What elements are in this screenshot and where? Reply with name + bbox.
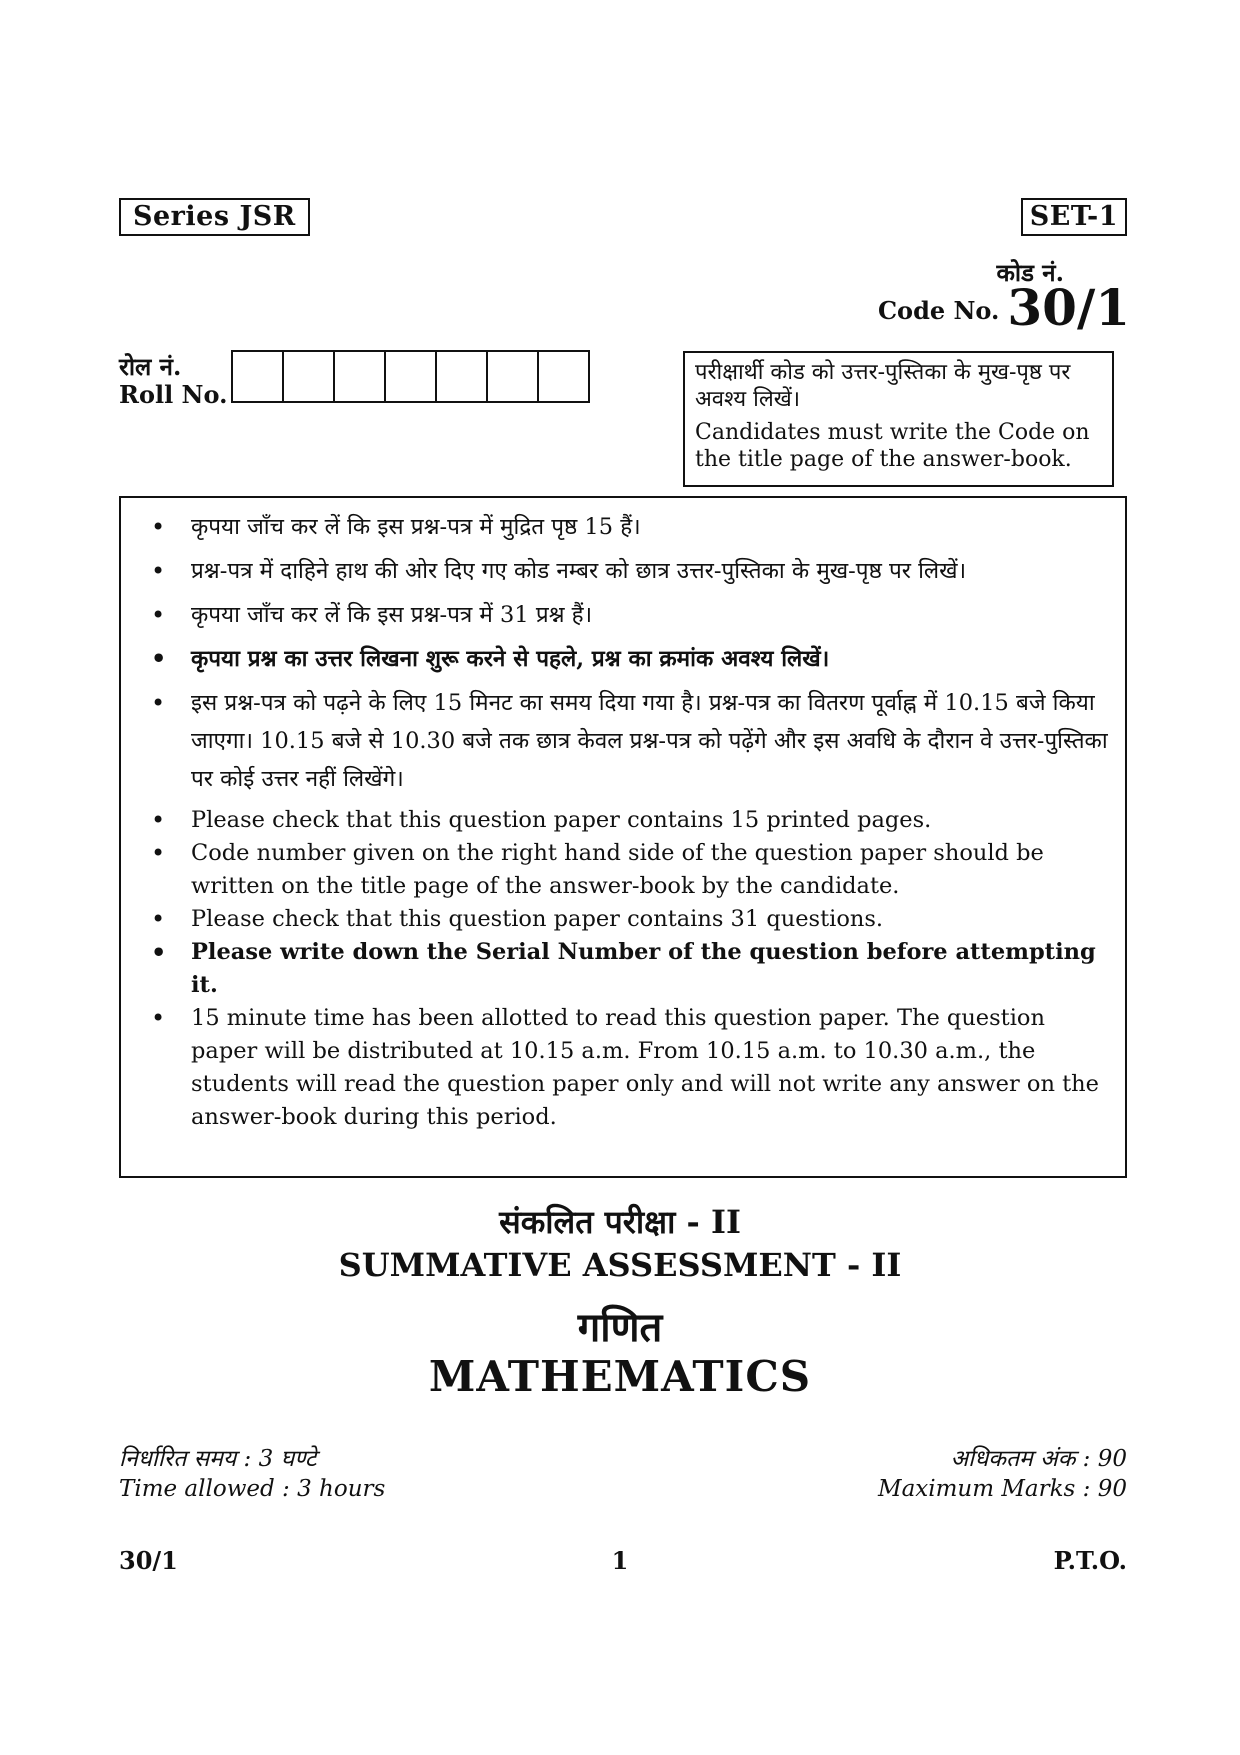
bullet-icon: • (151, 601, 166, 629)
instruction-text-english: Please check that this question paper contains 31 questions. (191, 906, 884, 932)
instruction-item (135, 684, 1111, 798)
roll-digit-box[interactable] (437, 350, 488, 403)
code-label-english: Code No. (877, 296, 1000, 325)
notice-hindi: परीक्षार्थी कोड को उत्तर-पुस्तिका के मुख-पृष्ठ पर अवश्य लिखें। (695, 360, 1071, 412)
instruction-text-hindi: इस प्रश्न-पत्र को पढ़ने के लिए 15 मिनट का समय दिया गया है। प्रश्न-पत्र का वितरण पूर्वाह्न में 10.15 बजे किया जाएगा। 10.15 बजे से 10.30 बजे तक छात्र केवल प्रश्न-पत्र को पढ़ेंगे और इस अवधि के दौरान वे उत्तर-पुस्तिका पर कोई उत्तर नहीं लिखेंगे। (191, 690, 1108, 792)
bullet-icon: • (151, 806, 166, 834)
bullet-icon: • (151, 513, 166, 541)
instruction-item (135, 804, 1111, 837)
assessment-title-english: SUMMATIVE ASSESSMENT - II (338, 1246, 902, 1284)
roll-label-english: Roll No. (119, 380, 228, 409)
time-allowed-english: Time allowed : 3 hours (119, 1476, 386, 1502)
bullet-icon: • (151, 644, 167, 673)
code-number-block (878, 278, 1130, 337)
assessment-title-hindi: संकलित परीक्षा - II (499, 1203, 741, 1241)
roll-number-boxes[interactable] (231, 350, 590, 403)
candidate-notice-box (683, 351, 1114, 487)
subject-title-english: MATHEMATICS (428, 1352, 812, 1401)
instruction-item (135, 596, 1111, 634)
pto-label: P.T.O. (1053, 1546, 1127, 1575)
instruction-item (135, 837, 1111, 903)
instruction-text-english: Code number given on the right hand side of the question paper should be written on the title page of the answer-book by the candidate. (191, 840, 1044, 899)
bullet-icon: • (151, 557, 166, 585)
set-label: SET-1 (1021, 198, 1127, 236)
instruction-text-hindi: कृपया प्रश्न का उत्तर लिखना शुरू करने से पहले, प्रश्न का क्रमांक अवश्य लिखें। (191, 646, 830, 672)
instruction-item (135, 936, 1111, 1002)
instruction-text-english: 15 minute time has been allotted to read this question paper. The question paper will be distributed at 10.15 a.m. From 10.15 a.m. to 10.30 a.m., the students will read the question paper only and will not write any answer on the answer-book during this period. (191, 1005, 1099, 1130)
instruction-item (135, 508, 1111, 546)
instruction-item (135, 1002, 1111, 1134)
roll-digit-box[interactable] (284, 350, 335, 403)
roll-digit-box[interactable] (539, 350, 590, 403)
instruction-item (135, 903, 1111, 936)
instruction-text-hindi: कृपया जाँच कर लें कि इस प्रश्न-पत्र में 31 प्रश्न हैं। (191, 602, 593, 628)
code-number: 30/1 (1007, 278, 1130, 337)
roll-digit-box[interactable] (488, 350, 539, 403)
code-label-hindi: कोड नं. (996, 258, 1064, 287)
max-marks-english: Maximum Marks : 90 (878, 1476, 1127, 1502)
instruction-item (135, 552, 1111, 590)
bullet-icon: • (151, 839, 166, 867)
roll-label-hindi: रोल नं. (119, 352, 182, 381)
bullet-icon: • (151, 938, 167, 967)
roll-digit-box[interactable] (233, 350, 284, 403)
time-allowed-hindi: निर्धारित समय : 3 घण्टे (119, 1446, 317, 1472)
page-number: 1 (611, 1546, 629, 1575)
bullet-icon: • (151, 905, 166, 933)
instruction-text-english: Please write down the Serial Number of the question before attempting it. (191, 939, 1096, 998)
instruction-text-english: Please check that this question paper contains 15 printed pages. (191, 807, 932, 833)
instructions-box (119, 496, 1127, 1178)
notice-english: Candidates must write the Code on the title page of the answer-book. (695, 420, 1090, 472)
bullet-icon: • (151, 689, 166, 717)
instruction-item (135, 640, 1111, 678)
roll-digit-box[interactable] (335, 350, 386, 403)
instruction-text-hindi: प्रश्न-पत्र में दाहिने हाथ की ओर दिए गए कोड नम्बर को छात्र उत्तर-पुस्तिका के मुख-पृष्ठ पर लिखें। (191, 558, 967, 584)
footer-code: 30/1 (119, 1546, 178, 1575)
subject-title-hindi: गणित (577, 1304, 663, 1351)
bullet-icon: • (151, 1004, 166, 1032)
max-marks-hindi: अधिकतम अंक : 90 (950, 1446, 1127, 1472)
instruction-text-hindi: कृपया जाँच कर लें कि इस प्रश्न-पत्र में मुद्रित पृष्ठ 15 हैं। (191, 514, 641, 540)
series-label: Series JSR (119, 198, 310, 236)
roll-digit-box[interactable] (386, 350, 437, 403)
